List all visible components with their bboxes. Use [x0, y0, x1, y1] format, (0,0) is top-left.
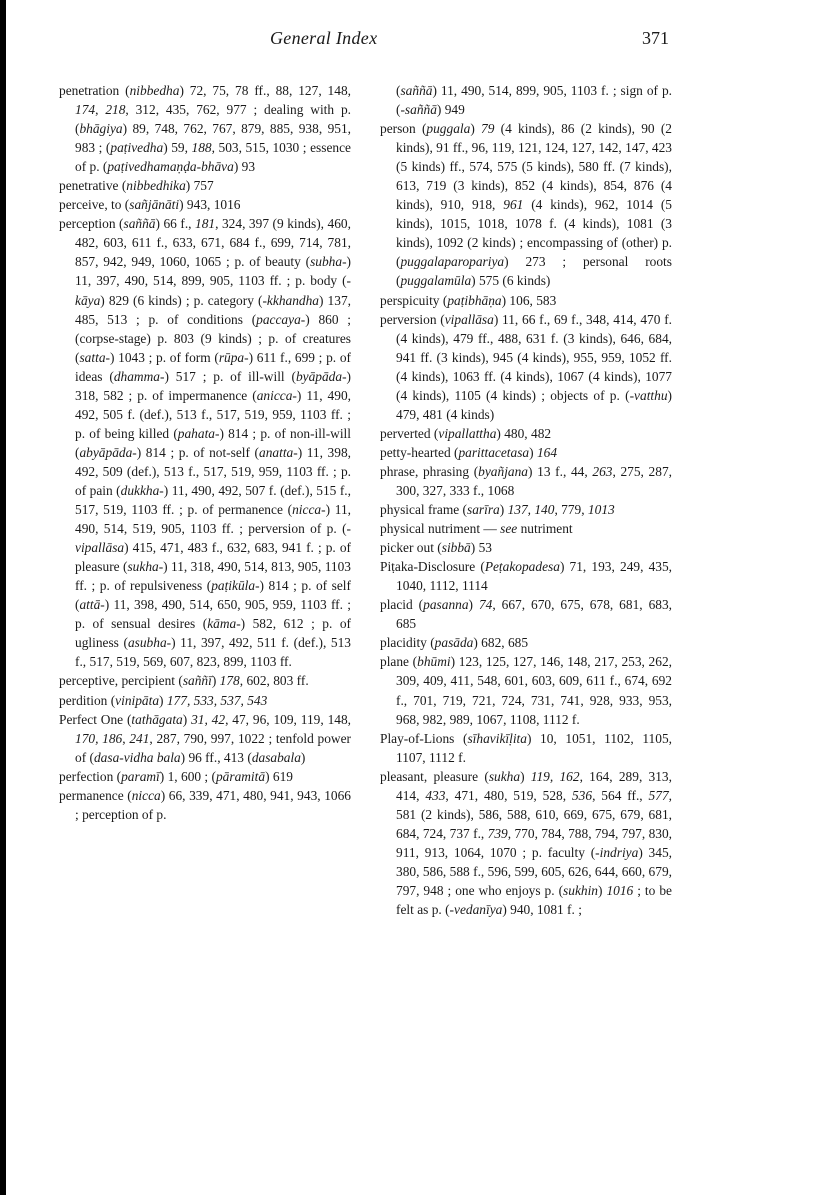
pali-term: 170, 186 [75, 730, 123, 746]
entry-text: ) 11, 398, 492, 509 (def.), 513 f., 517, 519, 959, 1103 ff. ; p. of pain ( [75, 444, 351, 498]
index-entry [380, 595, 672, 633]
pali-term: satta- [79, 349, 110, 365]
entry-text: ) [520, 768, 531, 784]
pali-term: subha- [310, 254, 347, 270]
pali-term: bhāgiya [79, 121, 123, 137]
entry-text: ) [182, 711, 192, 727]
entry-text: , 164, 289, 313, 414, [396, 768, 672, 803]
entry-text: ) 582, 612 ; p. of ugliness ( [75, 616, 351, 651]
entry-text: perception ( [59, 216, 124, 232]
entry-text: ) 517 ; p. of ill-will ( [164, 368, 296, 384]
pali-term: dasabala [251, 749, 301, 765]
entry-text: , 564 ff., [592, 787, 649, 803]
entry-text: ) 10, 1051, 1102, 1105, 1107, 1112 f. [396, 730, 672, 765]
pali-term: -vipallāsa [75, 521, 351, 556]
entry-text: (4 kinds), 86 (2 kinds), 90 (2 kinds), 91 ff., 96, 119, 121, 124, 127, 142, 147, 423 (5 kinds) ff., 574, 575 (5 kinds), 580 ff. (7 kinds), 613, 719 (3 kinds), 852 (4 kinds), 854, 876 (4 kinds), 910, 918, [396, 121, 672, 213]
index-entry-continuation [380, 81, 672, 119]
pali-term: paṭibhāṇa [447, 292, 502, 308]
entry-text: ) 11, 490, 492, 505 f. (def.), 513 f., 517, 519, 959, 1103 ff. ; p. of being killed ( [75, 387, 351, 441]
pali-term: 433 [425, 787, 446, 803]
pali-term: nicca [131, 787, 161, 803]
pali-term: 263 [592, 463, 613, 479]
pali-term: 174 [75, 102, 96, 118]
pali-term: 79 [481, 121, 495, 137]
entry-text: ) 943, 1016 [179, 197, 241, 213]
index-entry [380, 519, 672, 538]
index-entry [59, 195, 351, 214]
index-entry [59, 214, 351, 671]
pali-term: -vatthu [629, 387, 668, 403]
entry-text: Perfect One ( [59, 711, 132, 727]
index-entry [59, 710, 351, 767]
entry-text: ) 106, 583 [501, 292, 557, 308]
entry-text: perverted ( [380, 425, 439, 441]
entry-text: ) 53 [470, 540, 492, 556]
entry-text: , [122, 730, 130, 746]
pali-term: 739 [487, 825, 508, 841]
entry-text: , 275, 287, 300, 327, 333 f., 1068 [396, 463, 672, 498]
pali-term: sibbā [441, 540, 471, 556]
pali-term: 31, 42 [191, 711, 226, 727]
pali-term: nibbedhika [126, 178, 186, 194]
pali-term: 536 [571, 787, 593, 803]
pali-term: -saññā [400, 102, 437, 118]
entry-text: ) 96 ff., 413 ( [180, 749, 252, 765]
pali-term: saññī [182, 673, 212, 689]
entry-text: picker out ( [380, 540, 442, 556]
entry-text: physical nutriment — [380, 521, 501, 537]
index-entry [380, 500, 672, 519]
pali-term: dasa-vidha bala [93, 749, 181, 765]
pali-term: anicca- [256, 387, 297, 403]
pali-term: nicca- [292, 502, 326, 518]
entry-text: ) [499, 502, 508, 518]
pali-term: pahata- [177, 425, 220, 441]
pali-term: 119, 162 [530, 768, 580, 784]
page-header [0, 28, 831, 52]
pali-term: 577 [648, 787, 669, 803]
pali-term: parittacetasa [458, 444, 530, 460]
entry-text: , 287, 790, 997, 1022 ; tenfold power of ( [75, 730, 351, 765]
entry-text: ) 72, 75, 78 ff., 88, 127, 148, [179, 83, 351, 98]
entry-text: ) 13 f., 44, [528, 463, 593, 479]
entry-text: ) [598, 882, 607, 898]
pali-term: -kāya [75, 273, 351, 308]
entry-text: , 770, 784, 788, 794, 797, 830, 911, 913, 1064, 1070 ; p. faculty ( [396, 825, 673, 860]
entry-text: , 503, 515, 1030 ; essence of p. ( [75, 140, 351, 175]
index-column-left [59, 81, 351, 824]
pali-term: 74 [478, 597, 493, 613]
pali-term: saññā [123, 216, 156, 232]
entry-text: ) [529, 444, 537, 460]
entry-text: Piṭaka-Disclosure ( [380, 559, 485, 575]
entry-text: ) 11, 490, 514, 899, 905, 1103 f. ; sign of p. ( [396, 83, 672, 118]
pali-term: byañjana [478, 463, 529, 479]
entry-text: ) 479, 481 (4 kinds) [396, 387, 672, 422]
index-entry [380, 729, 672, 767]
entry-text: perceive, to ( [59, 197, 130, 213]
entry-text: ) 619 [265, 768, 293, 784]
entry-text: ) 59, [163, 140, 192, 156]
entry-text: ) [300, 749, 306, 765]
index-entry [380, 119, 672, 290]
pali-term: attā- [79, 597, 105, 613]
entry-text: ) 318, 582 ; p. of impermanence ( [75, 368, 351, 403]
index-entry [380, 557, 672, 595]
pali-term: 1013 [587, 502, 615, 518]
entry-text: , [95, 102, 106, 118]
entry-text: perceptive, percipient ( [59, 673, 183, 689]
entry-text: nutriment [517, 521, 573, 537]
pali-term: saññā [400, 83, 433, 98]
pali-term: pāramitā [215, 768, 266, 784]
pali-term: -kkhandha [262, 292, 319, 308]
pali-term: puggala [426, 121, 471, 137]
entry-text: ) 829 (6 kinds) ; p. category ( [100, 292, 263, 308]
pali-term: sañjānāti [129, 197, 180, 213]
entry-text: ) 415, 471, 483 f., 632, 683, 941 f. ; p. of pleasure ( [75, 540, 351, 575]
page-number: 371 [642, 28, 669, 48]
pali-term: puggalamūla [400, 273, 472, 289]
entry-text: penetrative ( [59, 178, 127, 194]
pali-term: -vedanīya [449, 902, 503, 918]
pali-term: byāpāda- [295, 368, 347, 384]
pali-term: -indriya [595, 844, 639, 860]
index-entry [380, 291, 672, 310]
pali-term: nibbedha [129, 83, 180, 98]
index-entry [380, 633, 672, 652]
entry-text: perfection ( [59, 768, 122, 784]
entry-text: ) 273 ; personal roots ( [396, 254, 672, 289]
entry-text: ) 11, 490, 514, 519, 905, 1103 ff. ; perversion of p. ( [75, 502, 351, 537]
entry-text: , 779, [554, 502, 588, 518]
index-entry [380, 462, 672, 500]
pali-term: 178 [219, 673, 240, 689]
entry-text: phrase, phrasing ( [380, 463, 479, 479]
entry-text: ) 123, 125, 127, 146, 148, 217, 253, 262, 309, 409, 411, 548, 601, 603, 609, 611 f., 674, 692 f., 701, 719, 721, 724, 731, 741, 928, 933, 953, 968, 982, 989, 1067, 1108, 1112 f. [396, 654, 672, 727]
pali-term: puggalaparopariya [400, 254, 505, 270]
pali-term: sukhin [563, 882, 598, 898]
entry-text: , 47, 96, 109, 119, 148, [225, 711, 351, 727]
entry-text: ( [396, 83, 401, 98]
entry-text: ) [159, 692, 167, 708]
entry-text: ) 66 f., [155, 216, 196, 232]
pali-term: asubha- [127, 635, 172, 651]
pali-term: 188 [191, 140, 212, 156]
entry-text: ) 137, 485, 513 ; p. of conditions ( [75, 292, 351, 327]
entry-text: penetration ( [59, 83, 130, 98]
index-entry [380, 538, 672, 557]
index-entry [59, 671, 351, 690]
index-entry [59, 691, 351, 710]
pali-term: tathāgata [131, 711, 183, 727]
index-entry [59, 176, 351, 195]
pali-term: pasanna [423, 597, 469, 613]
entry-text: ) 11, 318, 490, 514, 813, 905, 1103 ff. ; p. of repulsiveness ( [75, 559, 352, 594]
entry-text: placidity ( [380, 635, 435, 651]
entry-text: ) 11, 490, 492, 507 f. (def.), 515 f., 517, 519, 1103 ff. ; p. of permanence ( [75, 482, 351, 518]
scan-border [0, 0, 6, 1195]
index-entry [59, 786, 351, 824]
entry-text: ) [470, 121, 482, 137]
pali-term: sīhavikīḷita [467, 730, 527, 746]
entry-text: ) 93 [233, 159, 256, 175]
index-entry [380, 443, 672, 462]
entry-text: , 471, 480, 519, 528, [445, 787, 572, 803]
entry-text: petty-hearted ( [380, 444, 459, 460]
pali-term: paccaya- [256, 311, 306, 327]
pali-term: vinipāta [115, 692, 160, 708]
entry-text: Play-of-Lions ( [380, 730, 468, 746]
pali-term: abyāpāda- [79, 444, 137, 460]
entry-text: permanence ( [59, 787, 132, 803]
entry-text: placid ( [380, 597, 424, 613]
index-entry [59, 81, 351, 176]
pali-term: Peṭakopadesa [484, 559, 560, 575]
pali-term: 241 [129, 730, 150, 746]
entry-text: ) 949 [436, 102, 465, 118]
entry-text: perversion ( [380, 311, 445, 327]
pali-term: dhamma- [113, 368, 165, 384]
index-entry [380, 652, 672, 728]
entry-text: ) 860 ; (corpse-stage) p. 803 (9 kinds) ; p. of creatures ( [75, 311, 351, 365]
pali-term: sukha- [127, 559, 164, 575]
entry-text: ) 11, 398, 490, 514, 650, 905, 959, 1103 ff. ; p. of sensual desires ( [75, 597, 351, 632]
entry-text: ) 575 (6 kinds) [471, 273, 551, 289]
entry-text: plane ( [380, 654, 418, 670]
pali-term: 137, 140 [507, 502, 555, 518]
entry-text: ) 940, 1081 f. ; [502, 902, 582, 918]
entry-text: ) 11, 66 f., 69 f., 348, 414, 470 f. (4 kinds), 479 ff., 488, 631 f. (3 kinds), 646, 684, 941 ff. (3 kinds), 945 (4 kinds), 955, 959, 1052 ff. (4 kinds), 1063 ff. (4 kinds), 1067 (4 kinds), 1077 (4 kinds), 1105 (4 kinds) ; objects of p. ( [396, 311, 672, 403]
pali-term: vipallāsa [444, 311, 494, 327]
entry-text: ) 71, 193, 249, 435, 1040, 1112, 1114 [396, 559, 673, 594]
entry-text: ) 814 ; p. of not-self ( [136, 444, 260, 460]
entry-text: ) [211, 673, 220, 689]
entry-text: , 324, 397 (9 kinds), 460, 482, 603, 611 f., 633, 671, 684 f., 699, 714, 781, 857, 942, 949, 1060, 1065 ; p. of beauty ( [75, 216, 351, 270]
entry-text: ; to be felt as p. ( [396, 882, 672, 918]
entry-text: ) 66, 339, 471, 480, 941, 943, 1066 ; perception of p. [75, 787, 351, 822]
pali-term: anatta- [259, 444, 298, 460]
entry-text: ) 11, 397, 492, 511 f. (def.), 513 f., 517, 519, 569, 607, 823, 899, 1103 ff. [75, 635, 351, 670]
entry-text: , 667, 670, 675, 678, 681, 683, 685 [396, 597, 672, 632]
entry-text: perdition ( [59, 692, 116, 708]
pali-term: rūpa- [218, 349, 249, 365]
entry-text: , 312, 435, 762, 977 ; dealing with p. ( [75, 102, 352, 137]
entry-text: ) 814 ; p. of self ( [75, 578, 351, 613]
entry-text: ) 480, 482 [496, 425, 552, 441]
pali-term: paṭivedha [110, 140, 164, 156]
pali-term: sarīra [467, 502, 500, 518]
pali-term: kāma- [207, 616, 241, 632]
index-entry [380, 424, 672, 443]
pali-term: 218 [105, 102, 126, 118]
entry-text: person ( [380, 121, 427, 137]
entry-text: ) 345, 380, 586, 588 f., 596, 599, 605, 626, 644, 660, 679, 797, 948 ; one who enjoys p. ( [396, 844, 672, 898]
index-entry [380, 310, 672, 424]
pali-term: paramī [121, 768, 160, 784]
entry-text: ) 1043 ; p. of form ( [109, 349, 219, 365]
entry-text: ) 11, 397, 490, 514, 899, 905, 1103 ff. ; p. body ( [75, 254, 351, 289]
entry-text: perspicuity ( [380, 292, 448, 308]
entry-text: ) 89, 748, 762, 767, 879, 885, 938, 951, 983 ; ( [75, 121, 351, 156]
pali-term: pasāda [434, 635, 474, 651]
pali-term: bhūmi [417, 654, 451, 670]
entry-text: (4 kinds), 962, 1014 (5 kinds), 1015, 1018, 1078 f. (4 kinds), 1081 (3 kinds), 1092 (2 kinds) ; encompassing of (other) p. ( [396, 197, 672, 270]
entry-text: ) 814 ; p. of non-ill-will ( [75, 425, 351, 460]
entry-text: pleasant, pleasure ( [380, 768, 489, 784]
pali-term: 961 [503, 197, 524, 213]
pali-term: 181 [195, 216, 216, 232]
entry-text: ) 1, 600 ; ( [159, 768, 216, 784]
entry-text: ) [468, 597, 479, 613]
running-title: General Index [270, 28, 378, 48]
pali-term: 1016 [606, 882, 634, 898]
pali-term: paṭivedhamaṇḍa-bhāva [107, 159, 234, 175]
pali-term: vipallattha [438, 425, 497, 441]
pali-term: sukha [488, 768, 521, 784]
index-entry [380, 767, 672, 919]
index-column-right [380, 81, 672, 919]
entry-text: physical frame ( [380, 502, 467, 518]
entry-text: , 602, 803 ff. [239, 673, 309, 689]
entry-text: ) 611 f., 699 ; p. of ideas ( [75, 349, 351, 384]
pali-term: 164 [536, 444, 558, 460]
pali-term: dukkha- [120, 482, 164, 498]
entry-text: ) 682, 685 [473, 635, 529, 651]
pali-term: 177, 533, 537, 543 [166, 692, 268, 708]
entry-text: ) 757 [185, 178, 214, 194]
pali-term: see [500, 521, 518, 537]
index-entry [59, 767, 351, 786]
pali-term: paṭikūla- [211, 578, 260, 594]
entry-text: , 581 (2 kinds), 586, 588, 610, 669, 675, 679, 681, 684, 724, 737 f., [396, 787, 672, 841]
